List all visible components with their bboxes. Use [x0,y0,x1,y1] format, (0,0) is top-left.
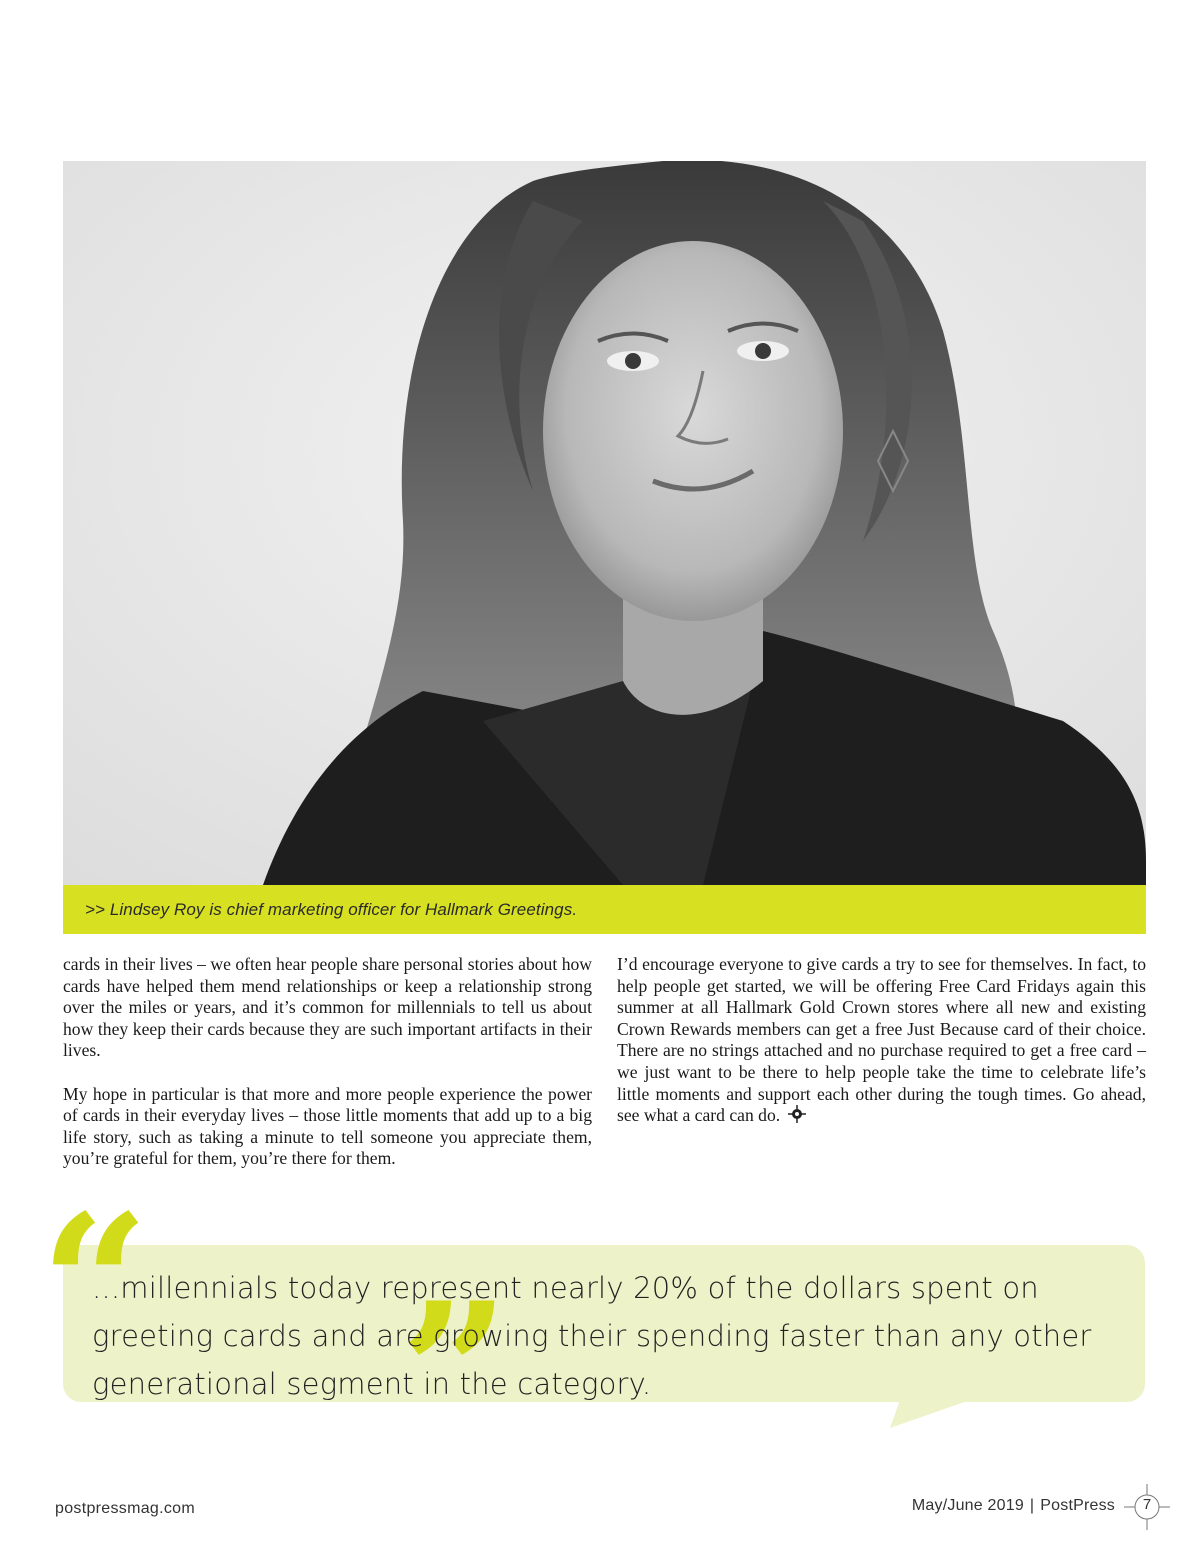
footer-issue: May/June 2019 [911,1497,1024,1514]
footer-issue-info [912,1497,1115,1515]
open-quote-mark: “ [40,1173,150,1396]
body-paragraph [617,954,1146,1129]
body-column-left [63,954,592,1192]
body-paragraph: My hope in particular is that more and more people experience the power of cards in their everyday lives – those little moments that add up to a big life story, such as taking a minute to tell someone you appreciate them, you’re grateful for them, you’re there for them. [63,1083,592,1169]
portrait-photo [63,161,1146,885]
body-paragraph-text: I’d encourage everyone to give cards a try to see for themselves. In fact, to help people get started, we will be offering Free Card Fridays again this summer at all Hallmark Gold Crown stores where all new and existing Crown Rewards members can get a free Just Because card of their choice. There are no strings attached and no purchase required to get a free card – we just want to be there to help people take the time to celebrate life’s little moments and support each other during the tough times. Go ahead, see what a card can do. [617,954,1146,1126]
footer-magazine: PostPress [1040,1497,1115,1514]
close-quote-mark: ” [400,1261,510,1484]
photo-caption: >> Lindsey Roy is chief marketing officer for Hallmark Greetings. [85,899,578,919]
footer-separator: | [1029,1497,1035,1514]
footer-website: postpressmag.com [55,1500,195,1517]
pull-quote-text: ...millennials today represent nearly 20% of the dollars spent on greeting cards and are growing their spending faster than any other generational segment in the category. [92,1271,1092,1401]
crosshair-end-icon [788,1105,806,1129]
photo-caption-bar [63,885,1146,934]
body-column-right [617,954,1146,1151]
body-paragraph: cards in their lives – we often hear people share personal stories about how cards have helped them mend relationships or keep a relationship strong over the miles or years, and it’s common for millennials to tell us about how they keep their cards because they are such important artifacts in their lives. [63,954,592,1061]
page-number: 7 [1142,1496,1152,1513]
